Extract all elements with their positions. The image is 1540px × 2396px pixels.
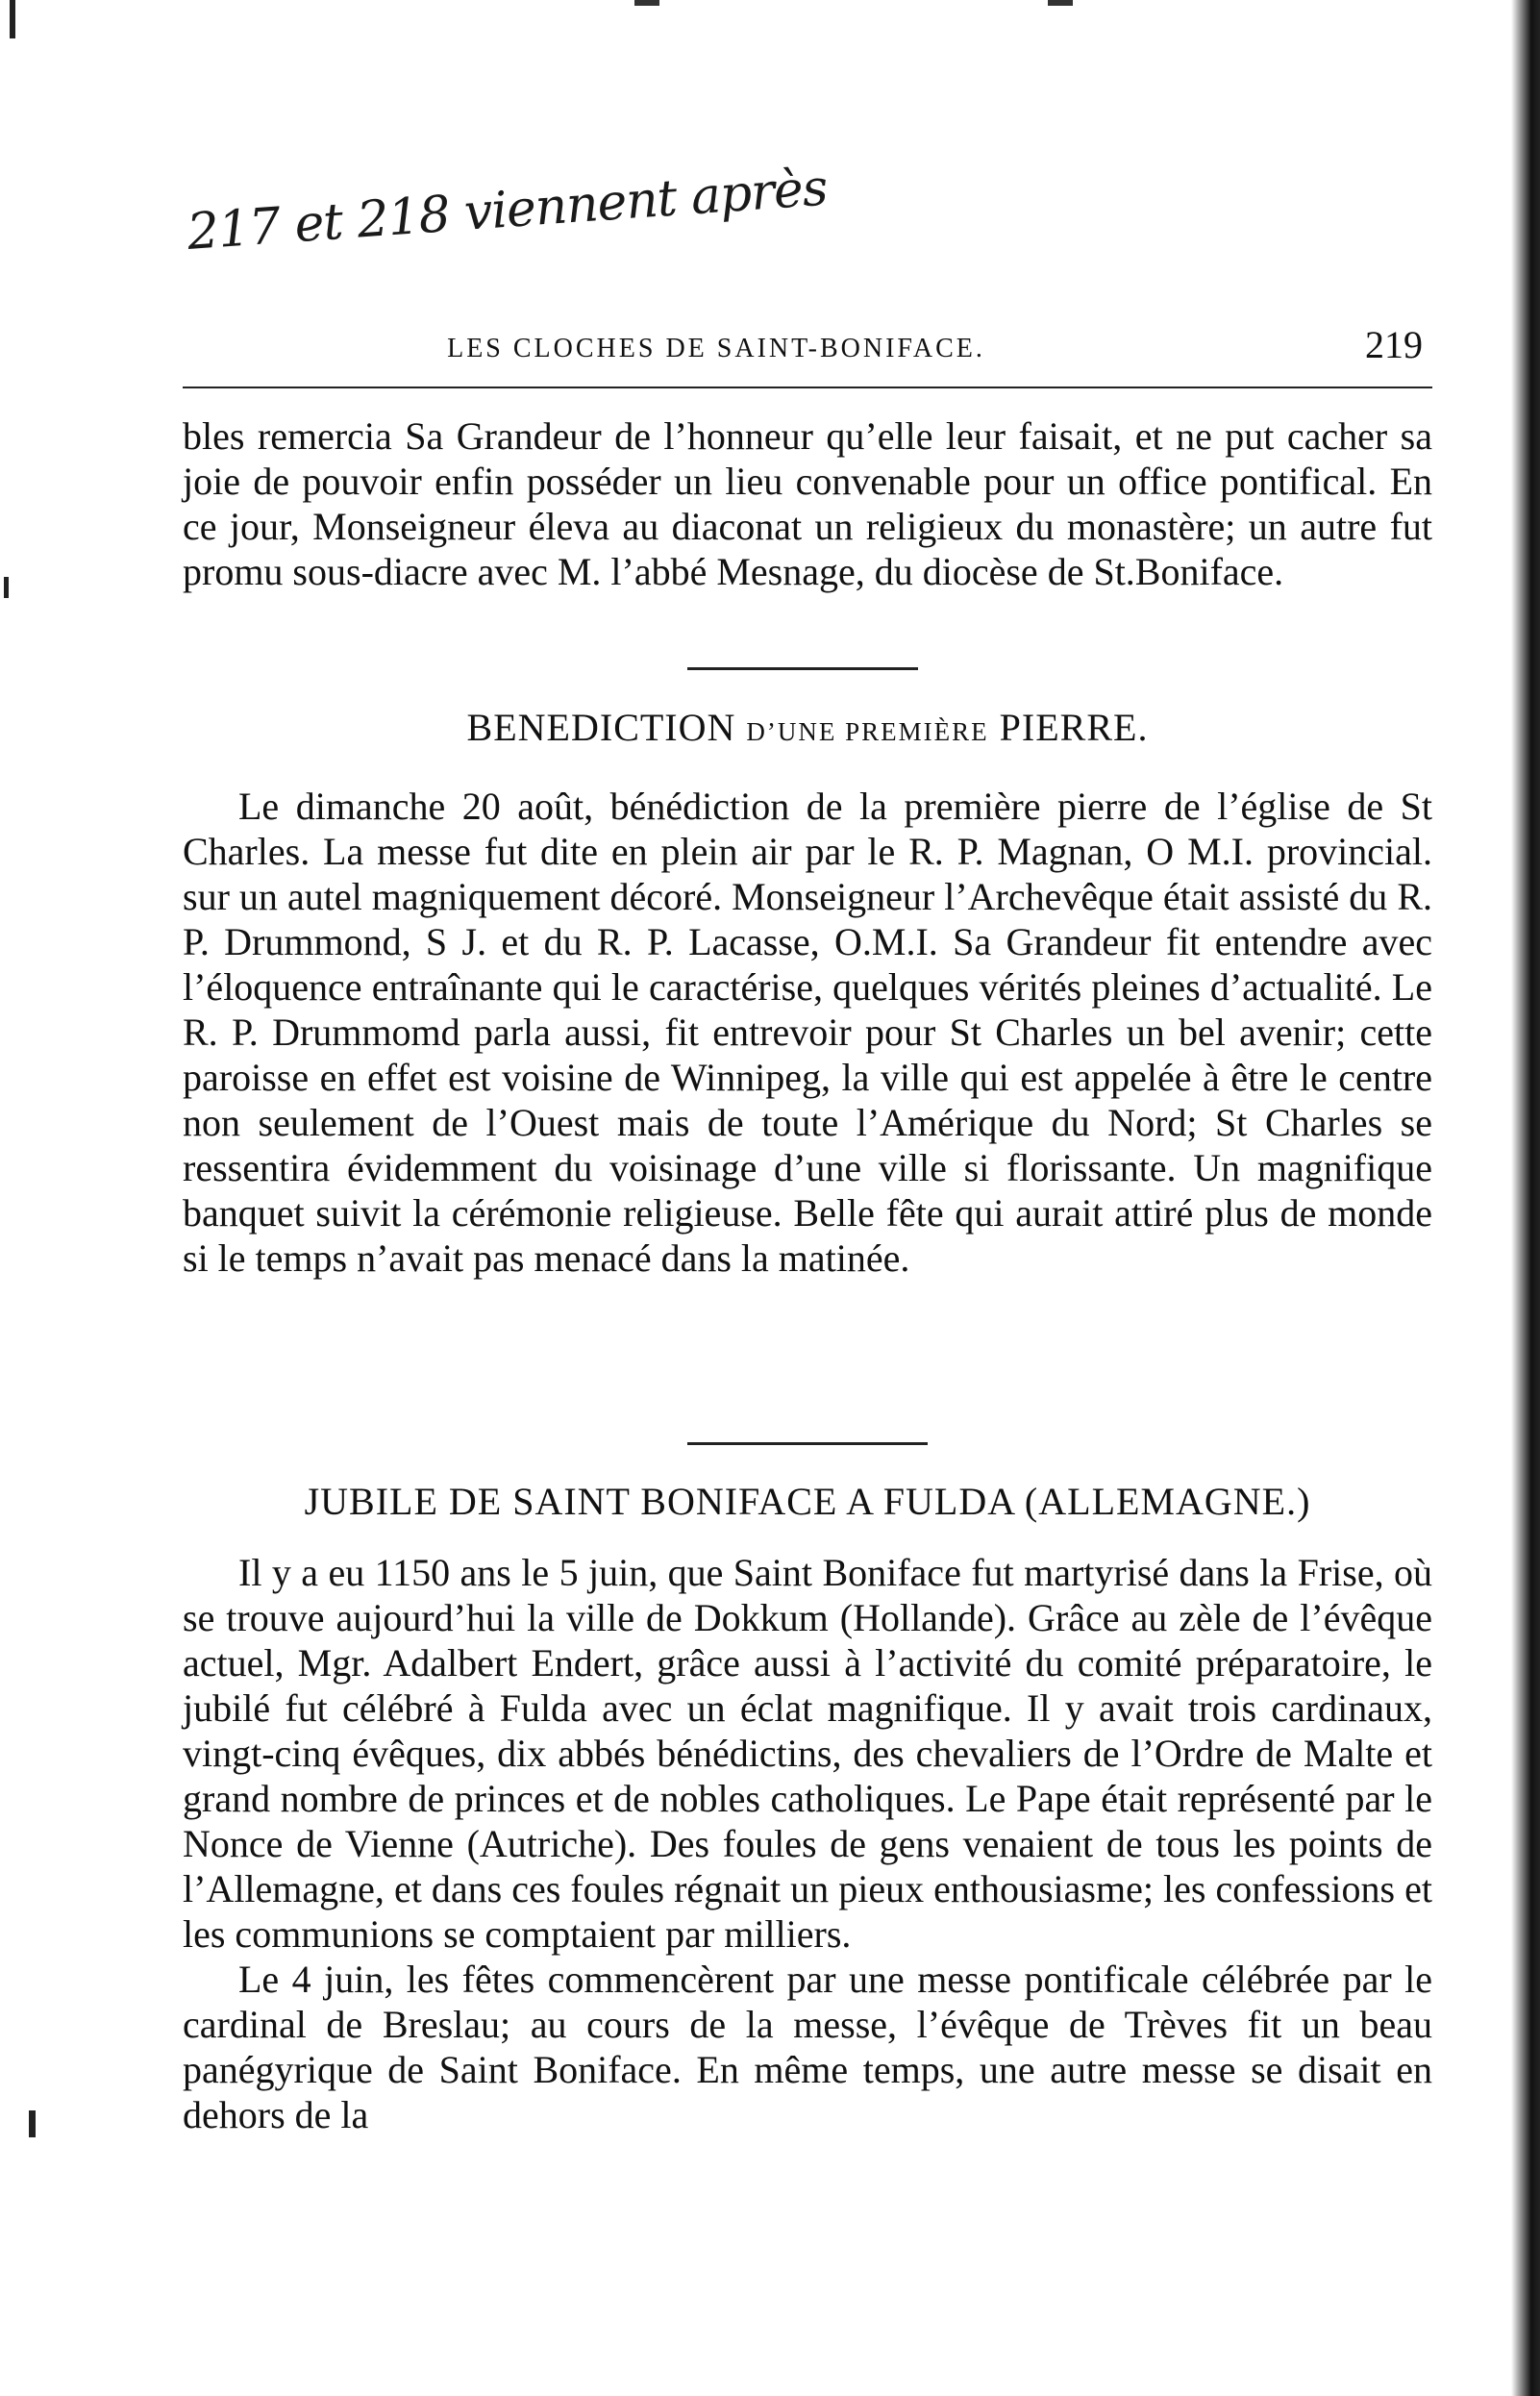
scan-speck: [29, 2110, 36, 2137]
section-separator: [687, 1442, 928, 1445]
scan-speck: [10, 0, 15, 38]
running-head: [183, 322, 1423, 370]
section-heading-part: PIERRE.: [999, 706, 1149, 749]
body-paragraph: Le 4 juin, les fêtes commencèrent par une messe pontificale célébrée par le cardinal de Breslau; au cours de la messe, l’évêque de Trèves fit un beau panégyrique de Saint Boniface. En même temps, une autre messe se disait en dehors de la: [183, 1958, 1432, 2136]
section-heading-benediction: [183, 705, 1432, 750]
section2-body: [183, 1550, 1432, 2137]
page-edge-shadow: [1511, 0, 1540, 2396]
section-separator: [687, 667, 918, 670]
scan-speck: [1048, 0, 1073, 6]
scan-speck: [634, 0, 659, 6]
handwritten-note: 217 et 218 viennent après: [185, 159, 830, 262]
body-paragraph: Il y a eu 1150 ans le 5 juin, que Saint Boniface fut martyrisé dans la Frise, où se trouve aujourd’hui la ville de Dokkum (Hollande). Grâce au zèle de l’évêque actuel, Mgr. Adalbert Endert, grâce aussi à l’activité du comité préparatoire, le jubilé fut célébré à Fulda avec un éclat magnifique. Il y avait trois cardinaux, vingt-cinq évêques, dix abbés bénédictins, des chevaliers de l’Ordre de Malte et grand nombre de princes et de nobles catholiques. Le Pape était représenté par le Nonce de Vienne (Autriche). Des foules de gens venaient de tous les points de l’Allemagne, et dans ces foules régnait un pieux enthousiasme; les confessions et les communions se comptaient par milliers.: [183, 1551, 1432, 1956]
section1-body: [183, 784, 1432, 1281]
body-paragraph: Le dimanche 20 août, bénédiction de la première pierre de l’église de St Charles. La messe fut dite en plein air par le R. P. Magnan, O M.I. provincial. sur un autel magniquement décoré. Monseigneur l’Archevêque était assisté du R. P. Drummond, S J. et du R. P. Lacasse, O.M.I. Sa Grandeur fit entendre avec l’éloquence entraînante qui le caractérise, quelques vérités pleines d’actualité. Le R. P. Drummomd parla aussi, fit entrevoir pour St Charles un bel avenir; cette paroisse en effet est voisine de Winnipeg, la ville qui est appelée à être le centre non seulement de l’Ouest mais de toute l’Amérique du Nord; St Charles se ressentira évidemment du voisinage d’une ville si florissante. Un magnifique banquet suivit la cérémonie religieuse. Belle fête qui aurait attiré plus de monde si le temps n’avait pas menacé dans la matinée.: [183, 785, 1432, 1280]
header-rule: [183, 387, 1432, 388]
intro-paragraph: bles remercia Sa Grandeur de l’honneur qu’elle leur faisait, et ne put cacher sa joie de pouvoir enfin posséder un lieu convenable pour un office pontifical. En ce jour, Monseigneur éleva au diaconat un religieux du monastère; un autre fut promu sous-diacre avec M. l’abbé Mesnage, du diocèse de St.Boniface.: [183, 414, 1432, 593]
section-heading-jubile: JUBILE DE SAINT BONIFACE A FULDA (ALLEMAGNE.): [304, 1480, 1311, 1523]
intro-paragraph-block: [183, 413, 1432, 594]
section-heading-part: D’UNE PREMIÈRE: [746, 717, 989, 746]
running-head-title: LES CLOCHES DE SAINT-BONIFACE.: [447, 334, 985, 363]
scan-speck: [4, 577, 9, 598]
page-number: 219: [1365, 323, 1423, 366]
section-heading-part: BENEDICTION: [466, 706, 736, 749]
